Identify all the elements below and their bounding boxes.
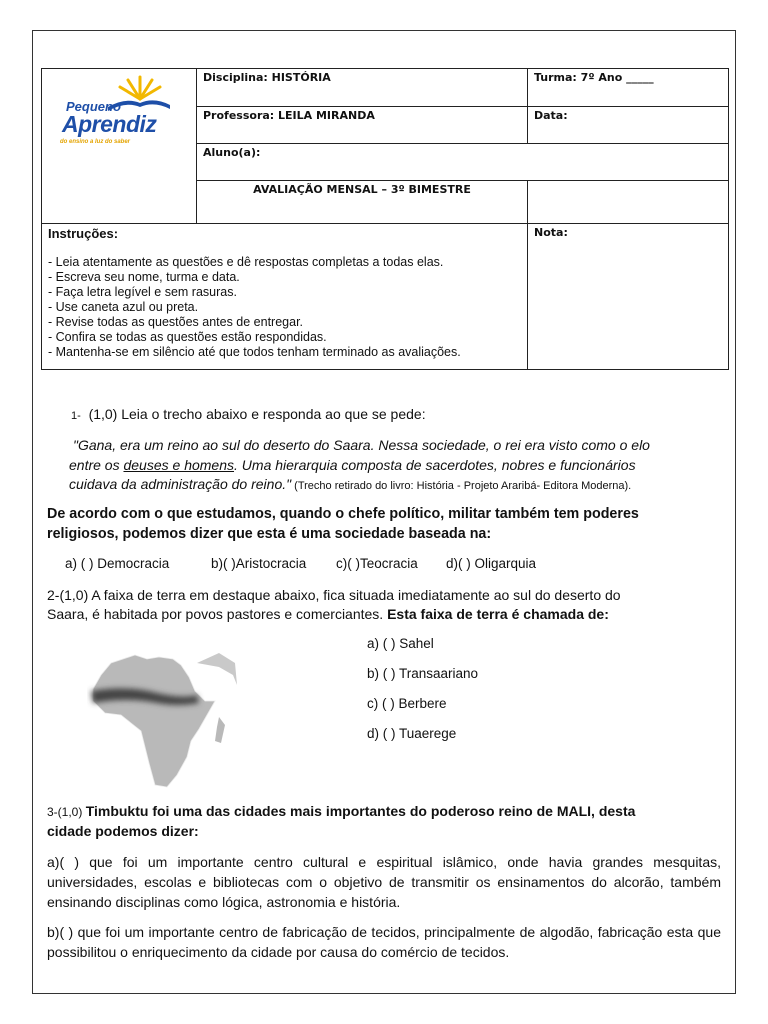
q1-prompt-text: (1,0) Leia o trecho abaixo e responda ao que se pede: (88, 406, 426, 422)
instruction-item: - Faça letra legível e sem rasuras. (48, 285, 237, 299)
q3-number: 3-(1,0) (47, 805, 86, 819)
q3-option-a[interactable]: a)( ) que foi um importante centro cultural e espiritual islâmico, onde havia grandes mesquitas, universidades, escolas e bibliotecas com o objetivo de transmitir os ensinamentos do alcorão, também ensinando disciplinas como lógica, astronomia e história. (47, 854, 721, 910)
discipline-cell: Disciplina: HISTÓRIA (197, 69, 528, 107)
q1-question-line1: De acordo com o que estudamos, quando o chefe político, militar também tem poderes (47, 506, 639, 522)
q3-line2: cidade podemos dizer: (47, 823, 199, 839)
q1-option-d[interactable]: d)( ) Oligarquia (446, 556, 537, 571)
logo-cell (42, 69, 197, 224)
instruction-item: - Revise todas as questões antes de entregar. (48, 315, 304, 329)
africa-map (87, 645, 237, 790)
q3-prompt: Timbuktu foi uma das cidades mais importantes do poderoso reino de MALI, desta (85, 803, 636, 819)
grade-field[interactable]: Nota: (528, 224, 729, 370)
instruction-item: - Leia atentamente as questões e dê respostas completas a todas elas. (48, 255, 444, 269)
instruction-item: - Escreva seu nome, turma e data. (48, 270, 240, 284)
logo-slogan: do ensino a luz do saber (60, 139, 131, 145)
instructions-box (42, 224, 528, 370)
instruction-item: - Confira se todas as questões estão respondidas. (48, 330, 327, 344)
q2-text: Saara, é habitada por povos pastores e comerciantes. (47, 606, 388, 622)
q2-option-b[interactable]: b) ( ) Transaariano (367, 666, 479, 681)
q1-prompt (71, 404, 426, 426)
q1-question-line2: religiosos, podemos dizer que esta é uma sociedade baseada na: (47, 526, 492, 542)
q3-line1 (47, 801, 635, 822)
q2-question: Esta faixa de terra é chamada de: (387, 606, 609, 622)
q1-option-b[interactable]: b)( )Aristocracia (211, 556, 307, 571)
q1-option-a[interactable]: a) ( ) Democracia (65, 556, 170, 571)
instructions-title: Instruções: (48, 226, 119, 241)
q2-line2 (47, 604, 609, 624)
header-table (41, 68, 729, 370)
q1-quote-underlined: deuses e homens (123, 457, 235, 473)
date-field[interactable]: Data: (528, 107, 729, 144)
q1-quote-line1: "Gana, era um reino ao sul do deserto do Saara. Nessa sociedade, o rei era visto como o elo (73, 437, 650, 453)
q3-option-b[interactable]: b)( ) que foi um importante centro de fabricação de tecidos, principalmente de algodão, fabricação esta que possibilitou o enriquecimento da cidade por causa do comércio de tecidos. (47, 924, 721, 960)
q1-quote-text: cuidava da administração do reino." (69, 476, 292, 492)
instruction-item: - Mantenha-se em silêncio até que todos tenham terminado as avaliações. (48, 345, 461, 359)
instruction-item: - Use caneta azul ou preta. (48, 300, 199, 314)
empty-cell (528, 181, 729, 224)
exam-title: AVALIAÇÃO MENSAL – 3º BIMESTRE (197, 181, 528, 224)
q1-number: 1- (71, 410, 81, 422)
teacher-cell: Professora: LEILA MIRANDA (197, 107, 528, 144)
class-cell: Turma: 7º Ano _____ (528, 69, 729, 107)
q1-quote-line3 (69, 474, 631, 496)
logo-text-small: Pequeno (66, 99, 121, 114)
school-logo (48, 71, 178, 171)
exam-page (32, 30, 736, 994)
q2-option-c[interactable]: c) ( ) Berbere (367, 696, 447, 711)
student-name-field[interactable]: Aluno(a): (197, 144, 729, 181)
q1-quote-line2 (69, 455, 636, 475)
logo-text-large: Aprendiz (62, 111, 157, 137)
q2-option-a[interactable]: a) ( ) Sahel (367, 636, 434, 651)
q1-option-c[interactable]: c)( )Teocracia (336, 556, 418, 571)
q1-source: (Trecho retirado do livro: História - Projeto Araribá- Editora Moderna). (291, 480, 632, 492)
q1-quote-text: . Uma hierarquia composta de sacerdotes, nobres e funcionários (234, 457, 636, 473)
q1-quote-text: entre os (69, 457, 124, 473)
q2-line1: 2-(1,0) A faixa de terra em destaque abaixo, fica situada imediatamente ao sul do deserto do (47, 587, 621, 603)
q2-option-d[interactable]: d) ( ) Tuaerege (367, 726, 457, 741)
